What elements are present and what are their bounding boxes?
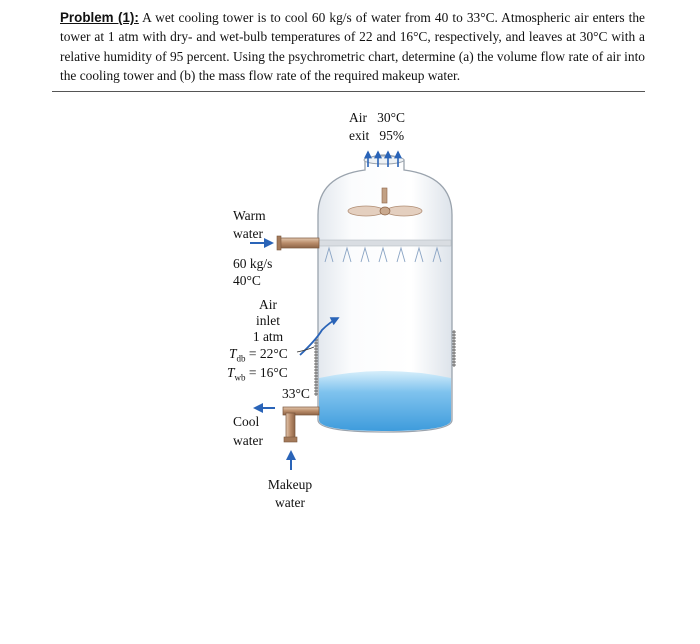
makeup-water-line2: water bbox=[275, 495, 305, 510]
basin-water bbox=[319, 371, 451, 431]
air-inlet-line3: 1 atm bbox=[252, 329, 284, 344]
air-exit-line1: Air 30°C bbox=[349, 110, 406, 125]
air-inlet-line2: inlet bbox=[256, 313, 280, 328]
air-inlet-label bbox=[247, 297, 289, 345]
tdb-symbol: T bbox=[229, 346, 237, 361]
problem-heading: Problem (1): bbox=[60, 10, 139, 25]
warm-water-temp: 40°C bbox=[233, 273, 261, 288]
air-exit-label bbox=[349, 110, 405, 144]
wet-bulb-temp bbox=[227, 365, 288, 386]
cool-water-line2: water bbox=[233, 433, 263, 448]
warm-water-flow-rate: 60 kg/s bbox=[233, 256, 273, 271]
spray-header bbox=[319, 240, 451, 246]
dry-bulb-temp bbox=[229, 346, 288, 367]
air-exit-line2: exit 95% bbox=[349, 128, 405, 143]
twb-subscript: wb bbox=[234, 372, 246, 383]
warm-water-label bbox=[233, 208, 266, 242]
warm-water-pipe bbox=[280, 238, 319, 248]
air-inlet-line1: Air bbox=[259, 297, 277, 312]
warm-water-line1: Warm bbox=[233, 208, 266, 223]
warm-water-line2: water bbox=[233, 226, 263, 241]
cool-water-line1: Cool bbox=[233, 414, 260, 429]
tdb-subscript: db bbox=[236, 353, 246, 364]
makeup-water-label bbox=[262, 477, 318, 511]
cool-water-outlet-pipe bbox=[283, 407, 319, 442]
twb-value: = 16°C bbox=[245, 365, 288, 380]
problem-text: A wet cooling tower is to cool 60 kg/s of water from 40 to 33°C. Atmospheric air enters the tower at 1 atm with dry- and wet-bulb temperatures of 22 and 16°C, respectively, and leaves at 30°C with a relative humidity of 95 percent. Using the psychrometric chart, determine (a) the volume flow rate of air into the cooling tower and (b) the mass flow rate of the required makeup water. bbox=[60, 10, 645, 84]
warm-water-flow bbox=[233, 256, 272, 289]
twb-symbol: T bbox=[227, 365, 235, 380]
outlet-temp-label: 33°C bbox=[282, 386, 310, 401]
cool-water-label bbox=[233, 414, 263, 449]
tdb-value: = 22°C bbox=[245, 346, 288, 361]
makeup-water-line1: Makeup bbox=[267, 477, 313, 492]
